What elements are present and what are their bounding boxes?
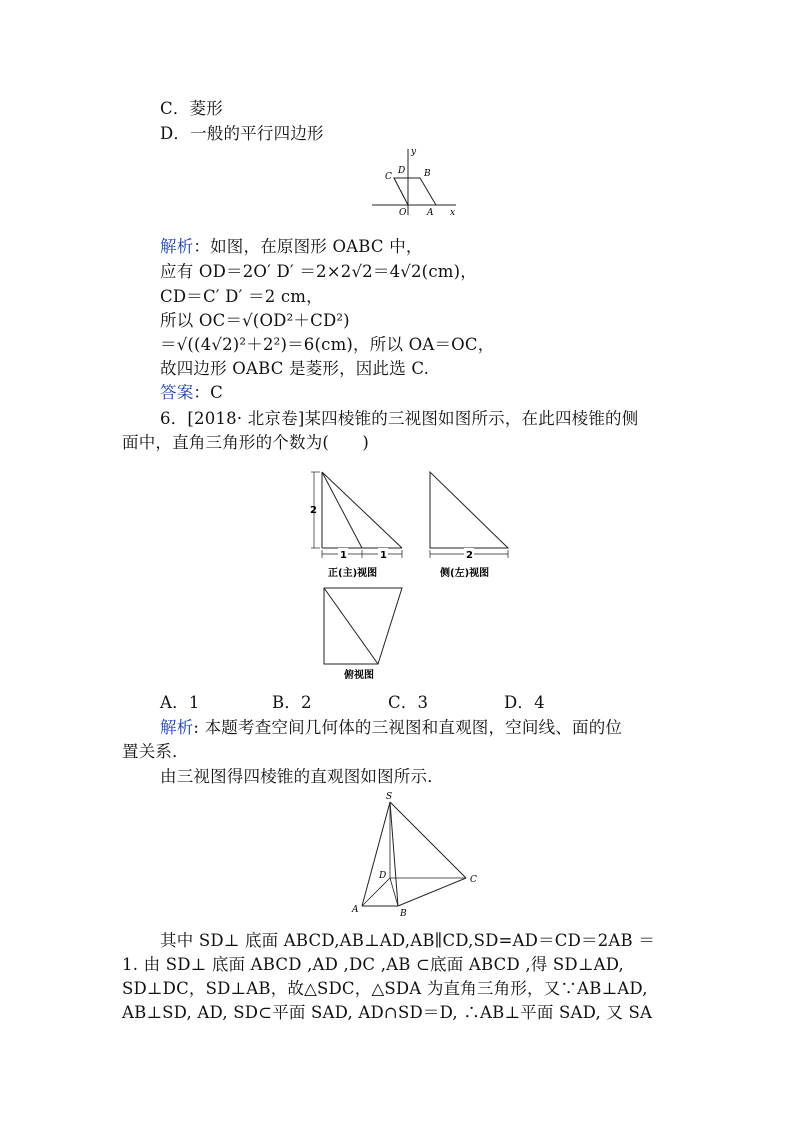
- final-line2: 1. 由 SD⊥ 底面 ABCD ,AD ,DC ,AB ⊂底面 ABCD ,得 SD⊥AD,: [122, 955, 624, 974]
- option-c: C．菱形: [160, 99, 223, 118]
- top-view-caption: 俯视图: [344, 670, 374, 681]
- edge-bc: [398, 878, 466, 906]
- side-view-figure: [424, 466, 514, 582]
- edge-sa: [362, 802, 390, 906]
- choice-a: A．1: [160, 693, 200, 712]
- final-line4: AB⊥SD, AD, SD⊂平面 SAD, AD∩SD＝D, ∴AB⊥平面 SAD, 又 SA: [122, 1003, 653, 1022]
- label-x: x: [450, 208, 456, 217]
- edge-sb: [390, 802, 398, 906]
- analysis2-label: 解析: [160, 718, 194, 737]
- label-y: y: [411, 147, 417, 157]
- front-dim-2: 2: [310, 505, 317, 516]
- top-view-figure: [318, 584, 408, 684]
- option-d: D．一般的平行四边形: [160, 124, 324, 143]
- label-c: C: [385, 172, 392, 182]
- analysis1-text: ：如图，在原图形 OABC 中，: [193, 237, 423, 256]
- analysis2-text: : 本题考查空间几何体的三视图和直观图，空间线、面的位: [193, 718, 623, 737]
- side-dim-2: 2: [466, 550, 473, 561]
- side-view-caption: 侧(左)视图: [440, 568, 490, 579]
- front-dim-1b: 1: [380, 550, 387, 561]
- analysis2-line1: [160, 717, 622, 739]
- diagonal-line: [394, 178, 408, 205]
- front-dim-1a: 1: [340, 550, 347, 561]
- edge-sc: [390, 802, 466, 878]
- analysis1-line5: ＝√((4√2)²＋2²)＝6(cm)，所以 OA＝OC，: [160, 335, 495, 354]
- parallelogram-figure: [370, 145, 460, 217]
- analysis-label: 解析: [160, 237, 194, 256]
- label-b: B: [424, 169, 431, 179]
- analysis1-line3: CD＝C′ D′ ＝2 cm，: [160, 287, 323, 306]
- final-line3: SD⊥DC，SD⊥AB，故△SDC，△SDA 为直角三角形，又∵AB⊥AD,: [122, 979, 648, 998]
- choice-b: B．2: [272, 693, 312, 712]
- answer-label: 答案: [160, 383, 194, 402]
- final-line1: 其中 SD⊥ 底面 ABCD,AB⊥AD,AB∥CD,SD=AD＝CD＝2AB ＝: [160, 931, 656, 950]
- analysis1-line2: 应有 OD＝2O′ D′ ＝2×2√2＝4√2(cm)，: [160, 262, 477, 281]
- label-o: O: [399, 208, 407, 217]
- analysis1-line4: 所以 OC＝√(OD²＋CD²): [160, 311, 350, 330]
- front-view-caption: 正(主)视图: [328, 568, 378, 579]
- answer-line: [160, 382, 223, 404]
- question-6-line2: 面中，直角三角形的个数为( ): [122, 433, 370, 452]
- label-b: B: [400, 909, 407, 919]
- analysis2-line2: 置关系．: [122, 742, 189, 761]
- choice-c: C．3: [388, 693, 429, 712]
- question-6-line1: 6．[2018· 北京卷]某四棱锥的三视图如图所示，在此四棱锥的侧: [160, 409, 639, 428]
- label-a: A: [352, 905, 359, 915]
- label-c: C: [470, 875, 477, 885]
- label-s: S: [386, 792, 393, 802]
- front-view-figure: [308, 466, 408, 582]
- answer-value: ：C: [193, 383, 223, 402]
- choice-d: D．4: [504, 693, 545, 712]
- label-d: D: [379, 871, 387, 881]
- label-a: A: [427, 208, 434, 217]
- analysis2-line3: 由三视图得四棱锥的直观图如图所示．: [160, 767, 444, 786]
- label-d: D: [398, 166, 406, 176]
- analysis1-line1: [160, 236, 423, 258]
- analysis1-line6: 故四边形 OABC 是菱形，因此选 C.: [160, 359, 430, 378]
- parallelogram: [394, 178, 436, 205]
- pyramid-figure: [348, 790, 488, 920]
